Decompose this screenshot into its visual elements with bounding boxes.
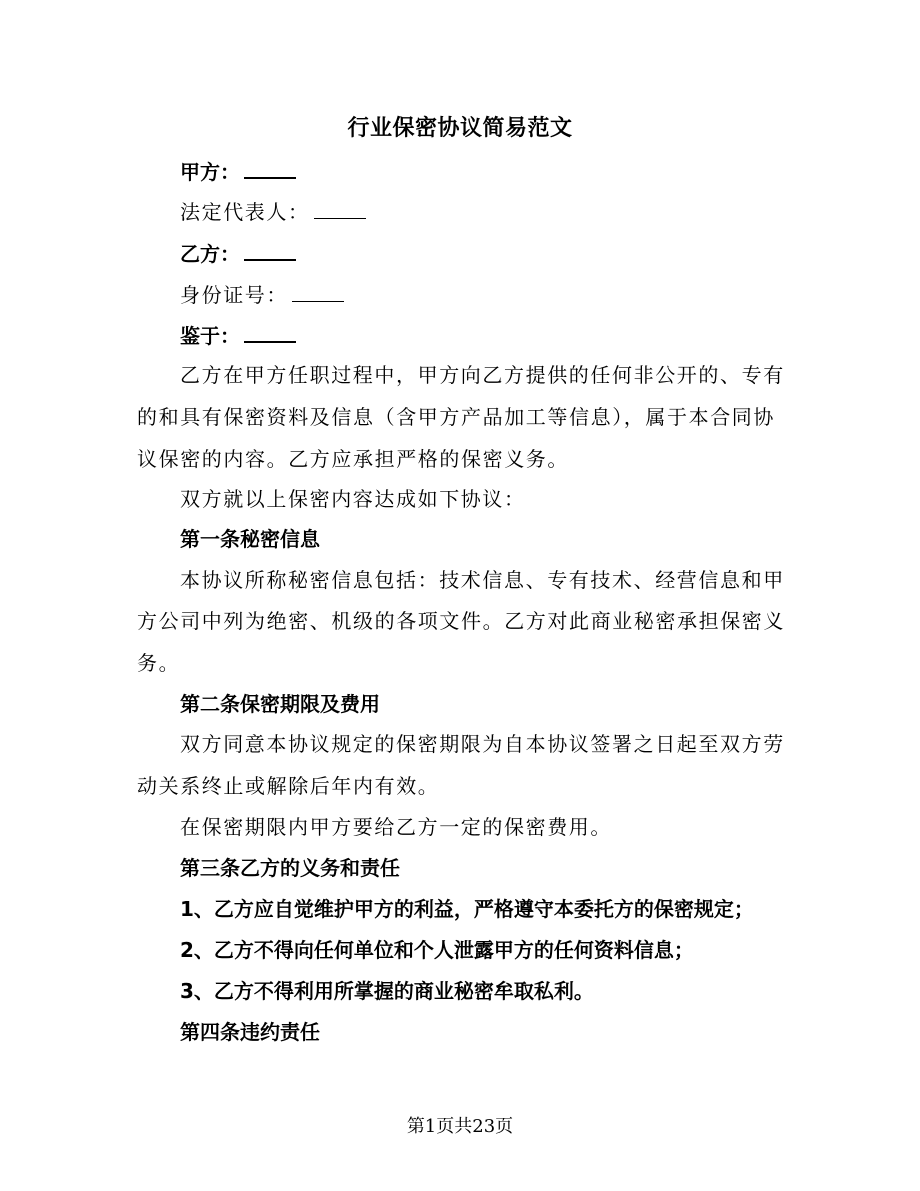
legal-rep-line: [180, 198, 366, 225]
agreement-intro: 双方就以上保密内容达成如下协议：: [180, 487, 526, 511]
party-a-label: 甲方：: [180, 160, 240, 184]
legal-rep-label: 法定代表人：: [180, 200, 310, 224]
article2-fee: 在保密期限内甲方要给乙方一定的保密费用。: [180, 815, 612, 839]
id-number-line: [180, 281, 344, 308]
party-b-line: [180, 239, 296, 267]
article1-line-1: 本协议所称秘密信息包括：技术信息、专有技术、经营信息和甲: [180, 568, 785, 592]
article3-item-3: 3、乙方不得利用所掌握的商业秘密牟取私利。: [180, 979, 594, 1003]
article4-heading: 第四条违约责任: [180, 1020, 320, 1044]
id-number-blank: [292, 281, 344, 302]
article1-line-2: 方公司中列为绝密、机级的各项文件。乙方对此商业秘密承担保密义: [137, 609, 785, 633]
whereas-line: [180, 321, 296, 349]
article1-heading: 第一条秘密信息: [180, 527, 320, 551]
whereas-blank: [244, 321, 296, 343]
page-indicator: 第1页共23页: [406, 1116, 514, 1137]
article3-heading: 第三条乙方的义务和责任: [180, 856, 400, 880]
party-a-blank: [244, 157, 296, 179]
party-b-blank: [244, 239, 296, 261]
id-number-label: 身份证号：: [180, 283, 288, 307]
article1-line-3: 务。: [137, 651, 181, 675]
party-a-line: [180, 157, 296, 185]
document-title: 行业保密协议简易范文: [347, 116, 573, 141]
party-b-label: 乙方：: [180, 242, 240, 266]
article2-heading: 第二条保密期限及费用: [180, 692, 380, 716]
article3-item-2: 2、乙方不得向任何单位和个人泄露甲方的任何资料信息；: [180, 938, 694, 962]
preamble-line-2: 的和具有保密资料及信息（含甲方产品加工等信息），属于本合同协: [137, 405, 775, 429]
whereas-label: 鉴于：: [180, 324, 240, 348]
article2-line-2: 动关系终止或解除后年内有效。: [137, 774, 440, 798]
preamble-line-3: 议保密的内容。乙方应承担严格的保密义务。: [137, 447, 569, 471]
legal-rep-blank: [314, 198, 366, 219]
preamble-line-1: 乙方在甲方任职过程中，甲方向乙方提供的任何非公开的、专有: [180, 363, 785, 387]
article3-item-1: 1、乙方应自觉维护甲方的利益，严格遵守本委托方的保密规定；: [180, 897, 754, 921]
article2-line-1: 双方同意本协议规定的保密期限为自本协议签署之日起至双方劳: [180, 732, 785, 756]
